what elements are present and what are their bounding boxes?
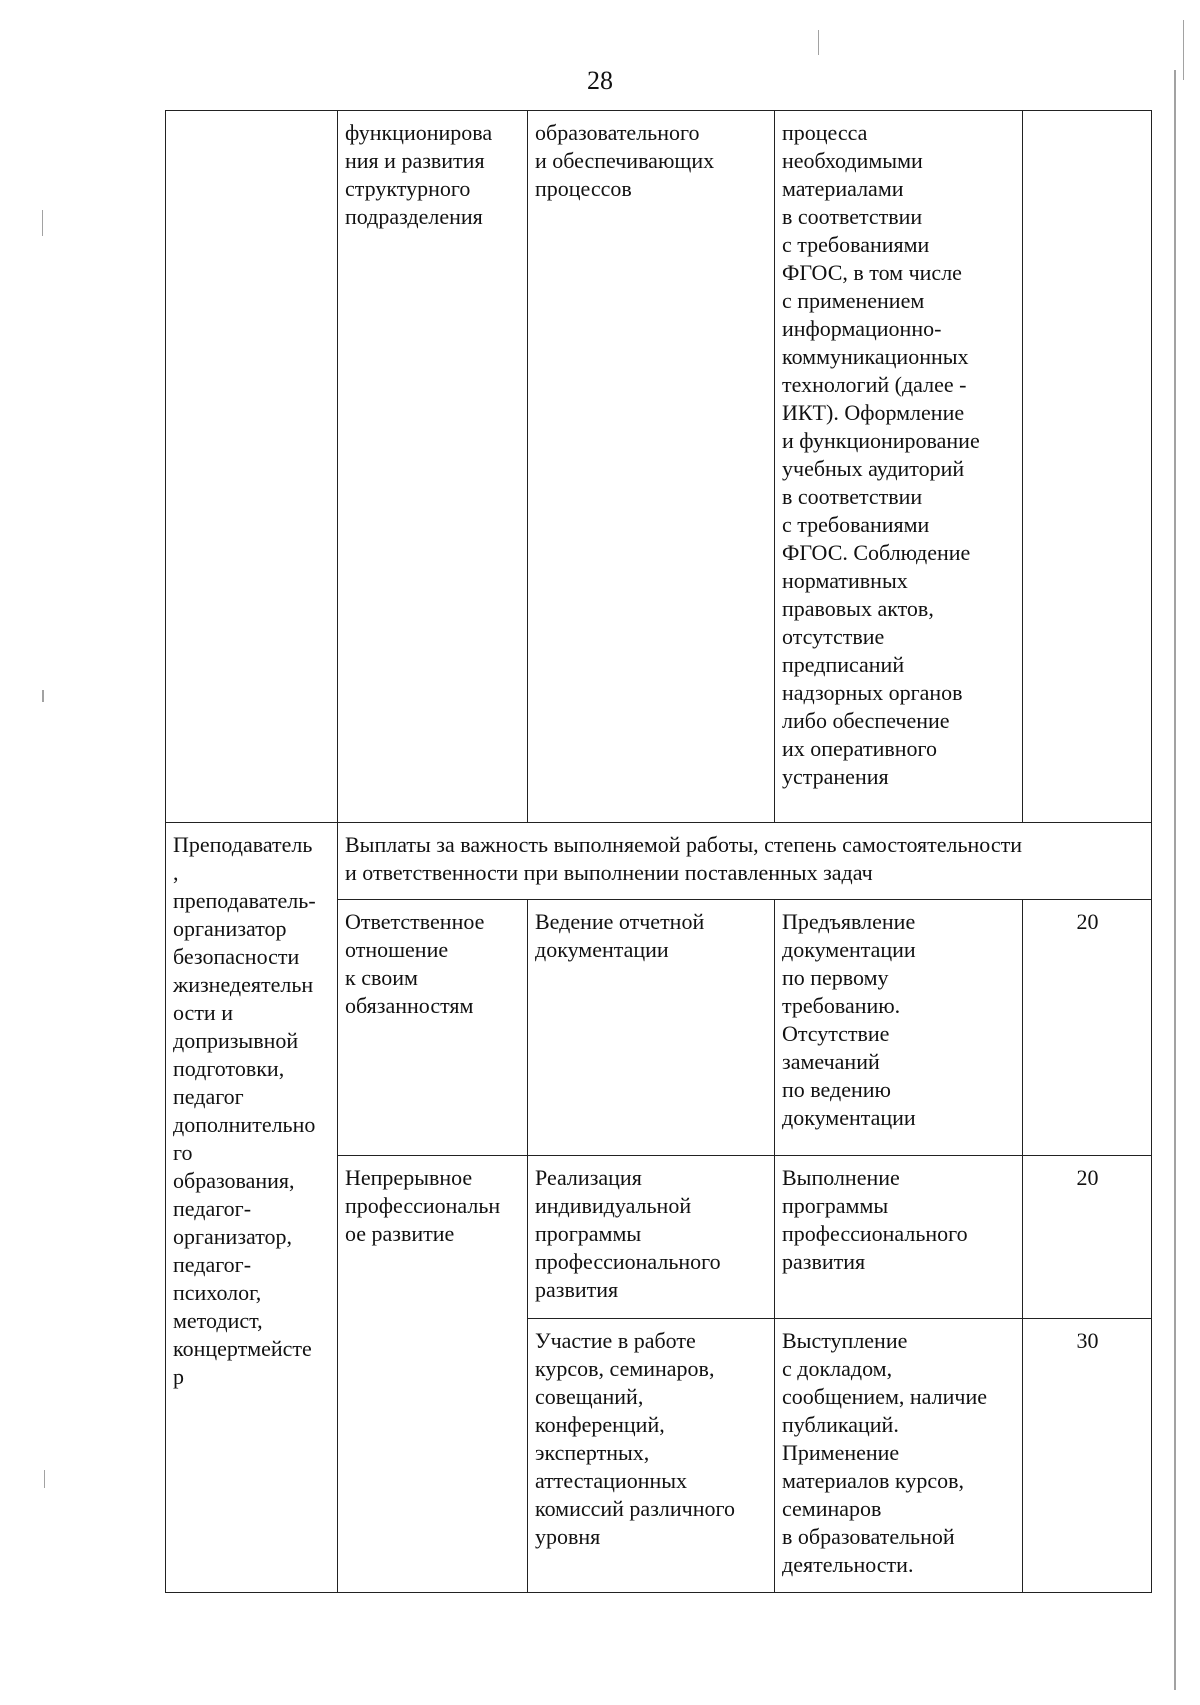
table-row [166,111,1152,823]
section-header-row [166,823,1152,900]
scan-artifact-line [818,30,819,55]
scan-artifact-line [42,210,43,236]
criteria-table [165,110,1152,1593]
points-cell: 20 [1023,1156,1152,1319]
scan-artifact-line [44,1470,45,1488]
scan-artifact-line [42,690,44,702]
scan-artifact-line [1174,70,1176,1690]
evaluation-cell: Выступление с докладом, сообщением, наличие публикаций. Применение материалов курсов, семинаров в образовательной деятельности. [775,1319,1023,1593]
points-cell: 30 [1023,1319,1152,1593]
indicator-cell: образовательного и обеспечивающих процессов [528,111,775,823]
criterion-cell: Ответственное отношение к своим обязанностям [338,900,528,1156]
section-title: Выплаты за важность выполняемой работы, степень самостоятельности и ответственности при выполнении поставленных задач [338,823,1152,900]
indicator-cell: Реализация индивидуальной программы профессионального развития [528,1156,775,1319]
position-cell-empty [166,111,338,823]
evaluation-cell: процесса необходимыми материалами в соответствии с требованиями ФГОС, в том числе с применением информационно- коммуникационных технологий (далее - ИКТ). Оформление и функционирование учебных аудиторий в соответствии с требованиями ФГОС. Соблюдение нормативных правовых актов, отсутствие предписаний надзорных органов либо обеспечение их оперативного устранения [775,111,1023,823]
indicator-cell: Ведение отчетной документации [528,900,775,1156]
evaluation-cell: Предъявление документации по первому требованию. Отсутствие замечаний по ведению документации [775,900,1023,1156]
page-number: 28 [587,66,613,95]
criterion-cell: Непрерывное профессиональн ое развитие [338,1156,528,1593]
indicator-cell: Участие в работе курсов, семинаров, совещаний, конференций, экспертных, аттестационных комиссий различного уровня [528,1319,775,1593]
criterion-cell: функционирова ния и развития структурного подразделения [338,111,528,823]
points-cell [1023,111,1152,823]
position-group-cell: Преподаватель , преподаватель- организатор безопасности жизнедеятельн ости и допризывной подготовки, педагог дополнительно го образования, педагог- организатор, педагог- психолог, методист, концертмейсте р [166,823,338,1593]
evaluation-cell: Выполнение программы профессионального развития [775,1156,1023,1319]
scan-artifact-line [1183,20,1184,80]
points-cell: 20 [1023,900,1152,1156]
